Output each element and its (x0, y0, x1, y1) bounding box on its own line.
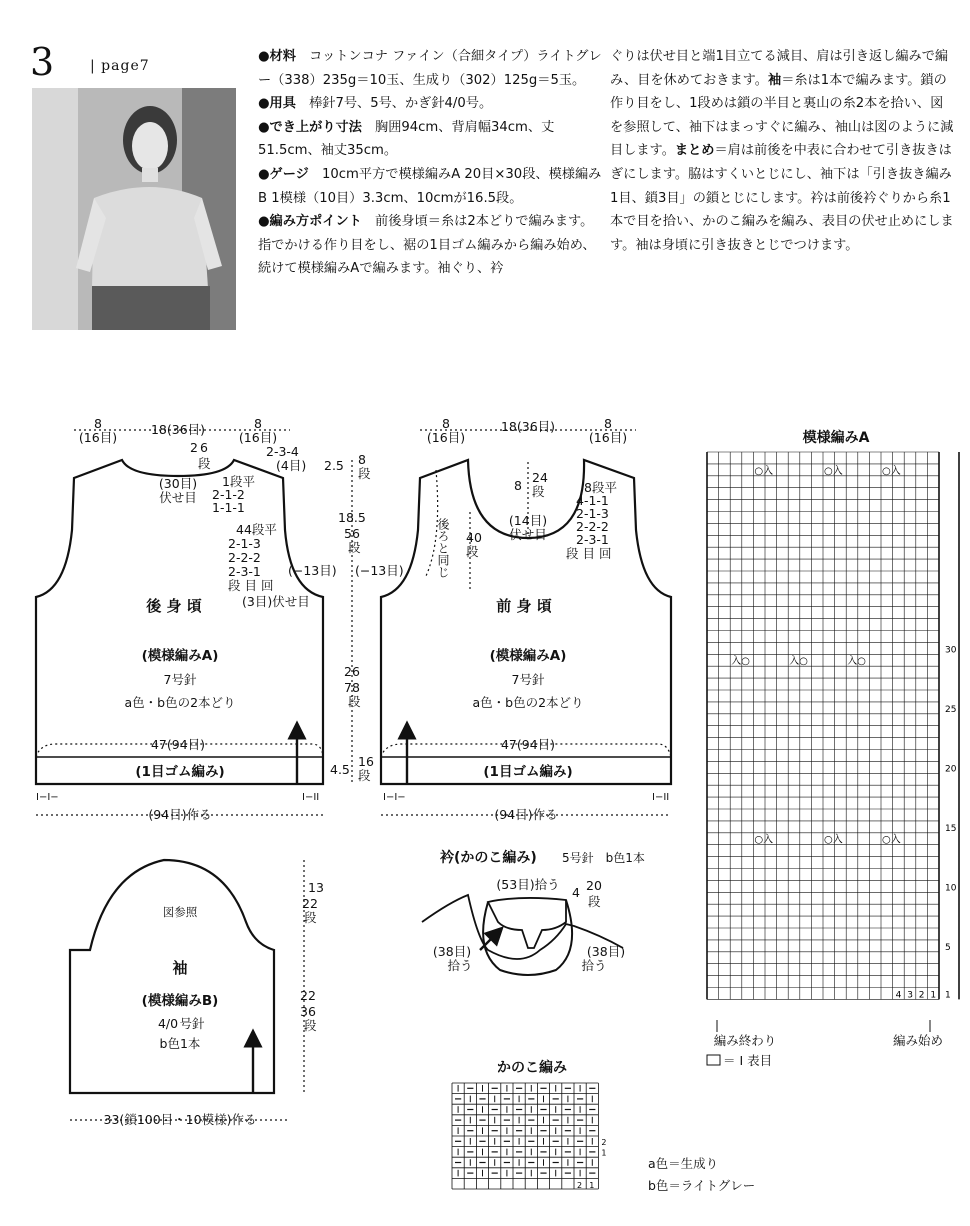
back-arm-bo: (3目)伏せ目 (242, 594, 310, 609)
back-arm-dec-0: 44段平 (236, 522, 277, 537)
front-top-mid: 18(36目) (500, 419, 556, 434)
dim-d2-rows-1: 段 (348, 540, 361, 555)
front-cast-on: (94目)作る (494, 807, 558, 822)
kanoko-row-number: 2 (601, 1138, 607, 1147)
front-neck-dec-1: 4-1-1 (576, 493, 609, 508)
sleeve-text: ＝糸は1本で編みます。鎖の作り目をし、1段めは鎖の半目と裏山の糸2本を拾い、図を参照して、袖下はまっすぐに編み、袖山は図のように減目します。 (610, 72, 954, 159)
sleeve-pattern: (模様編みB) (141, 993, 219, 1009)
back-neck-rows-c: 段 (198, 456, 211, 471)
gauge-label: ●ゲージ (258, 166, 309, 182)
sleeve-title: 袖 (172, 959, 188, 977)
back-neck-rows-b: 6 (200, 440, 208, 455)
back-top-left-cm: 8 (94, 416, 102, 431)
back-rib: (1目ゴム編み) (135, 764, 225, 780)
chart-a-col-number: 3 (907, 990, 913, 1001)
materials-label: ●材料 (258, 49, 296, 64)
dim-d4-rows-0: 16 (358, 754, 374, 769)
back-neck-dec-0: 1段平 (222, 474, 255, 489)
chart-a-start-label: 編み始め (892, 1033, 944, 1048)
size-text: 胸囲94cm、背肩幅34cm、丈51.5cm、袖丈35cm。 (258, 119, 555, 159)
chart-a-end-label: 編み終わり (713, 1033, 777, 1048)
front-rib-marks-right: I−II (652, 792, 670, 803)
tools-text: 棒針7号、5号、かぎ針4/0号。 (295, 96, 493, 112)
chart-a-symbol: ○入 (882, 465, 901, 477)
front-same-as-back: 後ろと同じ (436, 518, 450, 578)
chart-a-symbol: ○入 (754, 834, 774, 846)
sleeve-d1: 13 (308, 880, 324, 895)
front-top-right-st: (16目) (588, 430, 628, 445)
back-title: 後 身 頃 (146, 597, 202, 615)
front-neck-dec-5: 段 目 回 (566, 546, 612, 561)
front-body-outline (381, 460, 671, 784)
chart-a-col-number: 4 (895, 990, 902, 1001)
dim-d4-rows-1: 段 (358, 768, 371, 783)
chart-a-legend: ＝ I 表目 (723, 1053, 773, 1068)
sleeve-d2-rows-0: 36 (300, 1004, 316, 1019)
dim-d1: 2.5 (324, 458, 344, 473)
front-yarn: a色・b色の2本どり (472, 695, 584, 710)
collar-rows-c: 段 (588, 894, 601, 909)
color-note-b: b色＝ライトグレー (648, 1178, 756, 1193)
back-body-outline (36, 460, 323, 784)
kanoko-grid (452, 1083, 606, 1190)
sleeve-label: 袖 (768, 72, 782, 88)
gauge-text: 10cm平方で模様編みA 20目×30段、模様編みB 1模様（10目）3.3cm、10cmが16.5段。 (258, 166, 602, 206)
back-cast-on: (94目)作る (148, 807, 212, 822)
page-reference: | page7 (90, 58, 150, 74)
front-rib-marks-left: I−I− (383, 792, 406, 803)
front-neck-depth: 8 (514, 478, 522, 493)
kanoko-col-number: 2 (577, 1181, 583, 1190)
dim-d1-rows-0: 8 (358, 452, 366, 467)
back-arm-dec-1: 2-1-3 (228, 536, 261, 551)
points-label: ●編み方ポイント (258, 214, 362, 230)
front-top-right-cm: 8 (604, 416, 612, 431)
front-needle: 7号針 (511, 672, 545, 687)
back-needle: 7号針 (163, 672, 197, 687)
chart-a-symbol: ○入 (754, 465, 774, 477)
legend-blank-square (707, 1055, 720, 1065)
front-neck-dec-3: 2-2-2 (576, 519, 609, 534)
front-title: 前 身 頃 (496, 597, 552, 615)
back-top-left-st: (16目) (78, 430, 118, 445)
back-top-mid: 18(36目) (150, 422, 206, 437)
finishing-text: ＝肩は前後を中表に合わせて引き抜きはぎにします。脇はすくいとじにし、袖下は「引き抜き編み1目、鎖3目」の鎖とじにします。衿は前後衿ぐりから糸1本で目を拾い、かのこ編みを編み、表目の伏せ止めにします。袖は身頃に引き抜きとじでつけます。 (610, 143, 954, 253)
back-top-right-st: (16目) (238, 430, 278, 445)
kanoko-col-number: 1 (589, 1181, 595, 1190)
back-arm-dec-4: 段 目 回 (228, 578, 274, 593)
chart-a-title: 模様編みA (802, 430, 870, 446)
collar-rows-b: 20 (586, 878, 602, 893)
front-neck-dec-2: 2-1-3 (576, 506, 609, 521)
collar-band (483, 900, 572, 975)
points-text: 前後身頃＝糸は2本どりで編みます。指でかける作り目をし、裾の1目ゴム編みから編み始め、続けて模様編みAで編みます。袖ぐり、衿 (258, 214, 596, 277)
chart-a-row-number: 15 (945, 823, 957, 834)
points-text-cont: ぐりは伏せ目と端1目立てる減目、肩は引き返し編みで編み、目を休めておきます。 (610, 49, 949, 88)
dim-d2: 18.5 (338, 510, 366, 525)
front-neck-bo: (14目) (508, 513, 548, 528)
back-arm-dec-2: 2-2-2 (228, 550, 261, 565)
front-rows40-1: 段 (466, 544, 479, 559)
color-note-a: a色＝生成り (648, 1156, 719, 1171)
collar-pick-right2: 拾う (581, 958, 607, 973)
materials-text: コットンコナ ファイン（合細タイプ）ライトグレー（338）235g＝10玉、生成り（302）125g＝5玉。 (258, 49, 602, 88)
front-top-left-st: (16目) (426, 430, 466, 445)
kanoko-title: かのこ編み (497, 1060, 567, 1076)
back-neck-bo2: 伏せ目 (159, 490, 197, 505)
chart-a-col-number: 1 (930, 990, 937, 1001)
back-rib-marks-right: I−II (302, 792, 320, 803)
chart-a-symbol: ○入 (824, 465, 843, 477)
back-yarn: a色・b色の2本どり (124, 695, 236, 710)
chart-a-row-number: 1 (945, 990, 951, 1001)
collar-rows-a: 4 (572, 885, 580, 900)
dim-d3-rows-0: 78 (344, 680, 360, 695)
collar-title: 衿(かのこ編み) (440, 850, 537, 866)
sleeve-d1-rows-0: 22 (302, 896, 318, 911)
sleeve-d2: 22 (300, 988, 316, 1003)
back-pattern: (模様編みA) (141, 648, 219, 664)
sleeve-d1-rows-1: 段 (304, 910, 317, 925)
front-rows40-0: 40 (466, 530, 482, 545)
sleeve-cast-on: 33(鎖100目・10模様)作る (103, 1112, 257, 1127)
dim-d1-rows-1: 段 (358, 466, 371, 481)
chart-a-row-number: 20 (945, 764, 957, 775)
collar-pick-left: (38目) (432, 944, 472, 959)
back-shoulder-dec-0: 2-3-4 (266, 444, 299, 459)
collar-pick-left2: 拾う (447, 958, 473, 973)
back-top-right-cm: 8 (254, 416, 262, 431)
back-neck-rows-a: 2 (190, 440, 198, 455)
back-neck-bo: (30目) (158, 476, 198, 491)
front-neck-bo2: 伏せ目 (509, 527, 547, 542)
chart-a-symbol: ○入 (824, 834, 843, 846)
dim-d3: 26 (344, 664, 360, 679)
back-side-dec: (−13目) (288, 563, 337, 578)
back-neck-dec-2: 1-1-1 (212, 500, 245, 515)
sleeve-d2-rows-1: 段 (304, 1018, 317, 1033)
size-label: ●でき上がり寸法 (258, 119, 362, 135)
sleeve-ref: 図参照 (162, 905, 198, 919)
chart-a-symbol: ○入 (882, 834, 901, 846)
chart-a-row-number: 25 (945, 704, 957, 715)
chart-a-symbol: 入○ (731, 656, 750, 668)
chart-a-grid (707, 452, 959, 1032)
back-neck-dec-1: 2-1-2 (212, 487, 245, 502)
dim-d2-rows-0: 56 (344, 526, 360, 541)
chart-a-symbol: 入○ (789, 656, 808, 668)
front-neck-depth-rows-0: 24 (532, 470, 548, 485)
front-width: 47(94目) (500, 737, 556, 752)
front-side-dec: (−13目) (355, 563, 404, 578)
sleeve-needle-suffix: 号針 (179, 1016, 205, 1031)
collar-pick-right: (38目) (586, 944, 626, 959)
dim-d3-rows-1: 段 (348, 694, 361, 709)
collar-pick-top: (53目)拾う (496, 877, 560, 892)
front-pattern: (模様編みA) (489, 648, 567, 664)
sleeve-yarn: b色1本 (159, 1036, 201, 1051)
pattern-number: 3 (30, 40, 55, 84)
chart-a-row-number: 10 (945, 883, 957, 894)
chart-a-row-number: 5 (945, 942, 951, 953)
back-arm-dec-3: 2-3-1 (228, 564, 261, 579)
sleeve-needle-num: 4/0 (157, 1016, 179, 1031)
finishing-label: まとめ (674, 143, 715, 159)
front-neck-dec-4: 2-3-1 (576, 532, 609, 547)
front-neck-depth-rows-1: 段 (532, 484, 545, 499)
dim-d4: 4.5 (330, 762, 350, 777)
chart-a-symbol: 入○ (847, 656, 866, 668)
front-neck-dec-0: 8段平 (584, 480, 617, 495)
front-rib: (1目ゴム編み) (483, 764, 573, 780)
tools-label: ●用具 (258, 96, 296, 112)
chart-a-col-number: 2 (918, 990, 925, 1001)
back-rib-marks-left: I−I− (36, 792, 59, 803)
front-top-left-cm: 8 (442, 416, 450, 431)
collar-needle: 5号針 b色1本 (562, 851, 645, 865)
kanoko-row-number: 1 (601, 1148, 607, 1158)
back-shoulder-dec-1: (4目) (276, 458, 307, 473)
back-width: 47(94目) (150, 737, 206, 752)
chart-a-row-number: 30 (945, 645, 957, 656)
